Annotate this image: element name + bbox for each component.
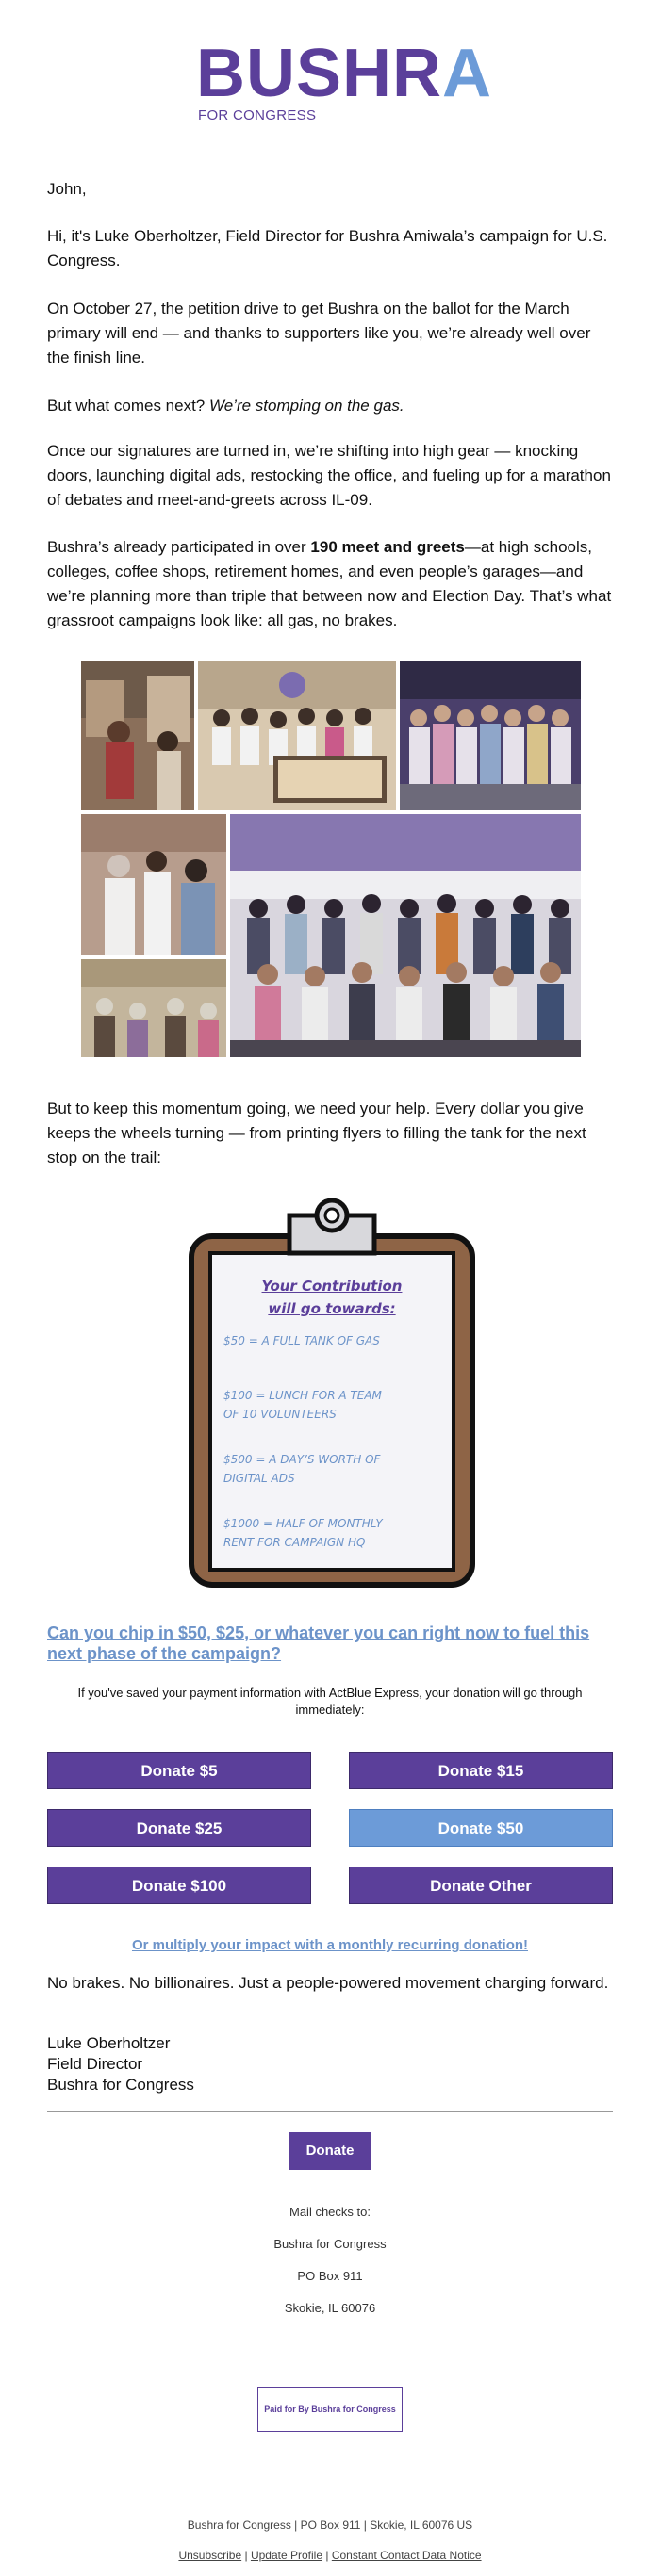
meetings-count: 190 meet and greets [310, 538, 465, 556]
photo-bakery-group [198, 661, 396, 810]
signature [47, 2033, 613, 2095]
meetings-paragraph [47, 535, 613, 633]
next-text: But what comes next? [47, 397, 209, 415]
clipboard-item-line: DIGITAL ADS [223, 1472, 295, 1485]
clipboard-heading-line2: will go towards: [268, 1300, 396, 1317]
greeting: John, [47, 180, 87, 198]
logo-wordmark [196, 36, 492, 111]
contribution-clipboard [186, 1195, 478, 1590]
plans-paragraph: Once our signatures are turned in, we’re shifting into high gear — knocking doors, launching digital ads, restocking the office, and fueling up for a marathon of debates and meet-and-greets across IL-09. [47, 442, 611, 509]
clipboard-item [223, 1386, 450, 1424]
update-profile-link[interactable]: Update Profile [250, 2549, 322, 2562]
photo-students-room [400, 661, 581, 810]
clipboard-item-line: $500 = A DAY’S WORTH OF [223, 1453, 381, 1466]
clipboard-item-line: $50 = A FULL TANK OF GAS [223, 1334, 380, 1347]
mail-name: Bushra for Congress [273, 2237, 387, 2251]
actblue-express-note: If you've saved your payment information with ActBlue Express, your donation will go through immediately: [77, 1686, 583, 1717]
footer-separator: | [325, 2549, 329, 2562]
clipboard-item-line: RENT FOR CAMPAIGN HQ [223, 1536, 366, 1549]
next-paragraph [47, 394, 613, 418]
unsubscribe-link[interactable]: Unsubscribe [178, 2549, 242, 2562]
signature-name: Luke Oberholtzer [47, 2034, 171, 2052]
footer-separator: | [244, 2549, 248, 2562]
photo-large-group [230, 814, 581, 1057]
donate-100-button[interactable]: Donate $100 [47, 1867, 311, 1904]
paid-for-disclaimer: Paid for By Bushra for Congress [257, 2387, 403, 2432]
donate-25-button[interactable]: Donate $25 [47, 1809, 311, 1847]
petition-paragraph: On October 27, the petition drive to get Bushra on the ballot for the March primary will end — and thanks to supporters like you, we’re already well over the finish line. [47, 300, 591, 367]
intro-paragraph: Hi, it's Luke Oberholtzer, Field Director for Bushra Amiwala’s campaign for U.S. Congress. [47, 227, 608, 269]
help-paragraph: But to keep this momentum going, we need your help. Every dollar you give keeps the wheels turning — from printing flyers to filling the tank for the next stop on the trail: [47, 1100, 586, 1166]
signature-org: Bushra for Congress [47, 2076, 194, 2094]
donate-15-button[interactable]: Donate $15 [349, 1752, 613, 1789]
clipboard-item [223, 1331, 450, 1350]
signature-title: Field Director [47, 2055, 143, 2073]
donation-ask-link[interactable]: Can you chip in $50, $25, or whatever you can right now to fuel this next phase of the campaign? [47, 1623, 590, 1663]
clipboard-heading-line1: Your Contribution [261, 1278, 403, 1295]
clipboard-item [223, 1450, 450, 1488]
donate-5-button[interactable]: Donate $5 [47, 1752, 311, 1789]
footer-address: Bushra for Congress | PO Box 911 | Skokie, IL 60076 US [187, 2519, 473, 2532]
divider [47, 2111, 613, 2112]
photo-hallway [81, 814, 226, 955]
clipboard-item-line: $1000 = HALF OF MONTHLY [223, 1517, 383, 1530]
mail-city: Skokie, IL 60076 [284, 2301, 376, 2315]
campaign-logo[interactable] [189, 36, 493, 130]
mail-po-box: PO Box 911 [297, 2269, 363, 2283]
clipboard-item [223, 1514, 450, 1552]
meetings-text-b: —at high schools, colleges, coffee shops, retirement homes, and even people’s garages—and we’re planning more than triple that between now and Election Day. That’s what grassroot campaigns look like: all gas, no brakes. [47, 538, 612, 629]
photo-collage [81, 661, 581, 1057]
logo-subtitle: FOR CONGRESS [198, 107, 317, 123]
clipboard-item-line: OF 10 VOLUNTEERS [223, 1408, 337, 1421]
closing-line: No brakes. No billionaires. Just a people-powered movement charging forward. [47, 1974, 609, 1992]
data-notice-link[interactable]: Constant Contact Data Notice [331, 2549, 482, 2562]
mail-checks-label: Mail checks to: [289, 2205, 371, 2219]
logo-word-main: BUSHR [196, 36, 443, 111]
donate-other-button[interactable]: Donate Other [349, 1867, 613, 1904]
next-emphasis: We’re stomping on the gas. [208, 397, 404, 415]
monthly-donation-link[interactable]: Or multiply your impact with a monthly recurring donation! [131, 1937, 529, 1953]
clipboard-item-line: $100 = LUNCH FOR A TEAM [223, 1389, 382, 1402]
footer-donate-button[interactable]: Donate [289, 2132, 371, 2170]
logo-word-end: A [442, 36, 493, 111]
photo-library [81, 661, 194, 810]
footer-links [47, 2549, 613, 2562]
donate-50-button[interactable]: Donate $50 [349, 1809, 613, 1847]
meetings-text-a: Bushra’s already participated in over [47, 538, 311, 556]
photo-seniors [81, 959, 226, 1057]
clipboard-heading [214, 1275, 450, 1320]
